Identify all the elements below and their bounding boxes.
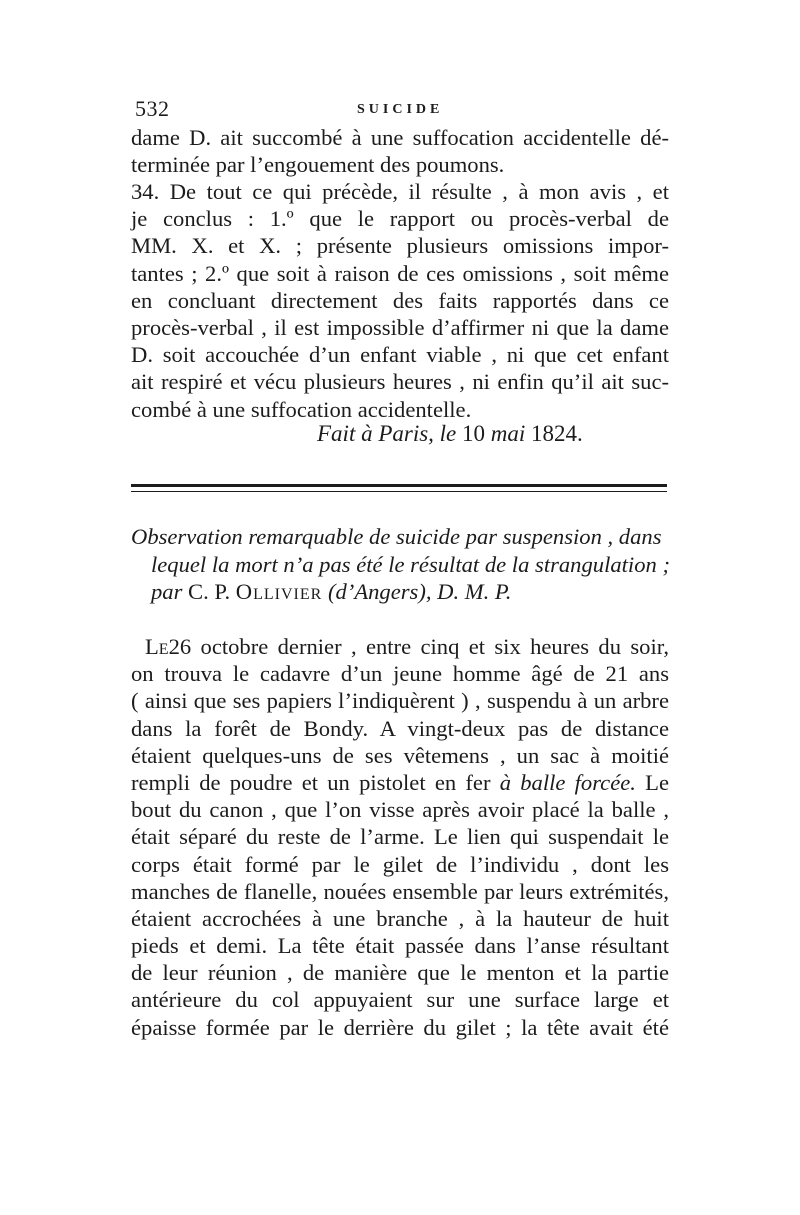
section-divider — [131, 484, 667, 496]
text-line: manches de flanelle, nouées ensemble par leurs extrémités, — [131, 878, 669, 904]
article-title — [131, 523, 669, 606]
paragraph-conclusion — [131, 178, 669, 423]
running-title: SUICIDE — [357, 102, 444, 117]
text-line: procès-verbal , il est impossible d’affirmer ni que la dame — [131, 314, 669, 340]
italic-phrase: à balle forcée. — [499, 769, 636, 795]
signature-line — [317, 421, 583, 447]
page-header — [135, 96, 670, 126]
text-line: de leur réunion , de manière que le menton et la partie — [131, 960, 669, 986]
text-line: dans la forêt de Bondy. A vingt-deux pas de distance — [131, 715, 669, 741]
text-line: pieds et demi. La tête était passée dans l’anse résultant — [131, 933, 669, 959]
text-line: combé à une suffocation accidentelle. — [131, 396, 472, 422]
text-line — [131, 769, 669, 796]
article-title-line: lequel la mort n’a pas été le résultat de la strangulation ; — [151, 551, 670, 577]
text-line: MM. X. et X. ; présente plusieurs omissions impor- — [131, 233, 669, 259]
paragraph-observation — [131, 633, 669, 1041]
text-line: tantes ; 2.º que soit à raison de ces omissions , soit même — [131, 260, 669, 286]
text-line: terminée par l’engouement des poumons. — [131, 152, 505, 178]
signature-day: 10 — [462, 421, 486, 446]
text-line: on trouva le cadavre d’un jeune homme âgé de 21 ans — [131, 661, 669, 687]
opening-word: Le — [145, 634, 169, 659]
text-line: en concluant directement des faits rapportés dans ce — [131, 287, 669, 313]
text-line-start: rempli de poudre et un pistolet en fer — [131, 769, 491, 795]
author-affiliation: (d’Angers), — [327, 579, 432, 604]
text-line: je conclus : 1.º que le rapport ou procès-verbal de — [131, 206, 669, 232]
article-byline — [131, 578, 669, 606]
article-title-line: Observation remarquable de suicide par suspension , dans — [131, 524, 662, 549]
text-line: étaient quelques-uns de ses vêtemens , un sac à moitié — [131, 742, 669, 768]
page-number: 532 — [135, 96, 170, 121]
text-line-end: Le — [645, 769, 669, 795]
text-line: antérieure du col appuyaient sur une surface large et — [131, 987, 669, 1013]
text-line: ait respiré et vécu plusieurs heures , ni enfin qu’il ait suc- — [131, 369, 669, 395]
signature-month: mai — [490, 421, 526, 446]
text-line: dame D. ait succombé à une suffocation accidentelle dé- — [131, 125, 669, 150]
text-line: 34. De tout ce qui précède, il résulte , à mon avis , et — [131, 179, 669, 204]
text-line: corps était formé par le gilet de l’individu , dont les — [131, 851, 669, 877]
text-line-rest: 26 octobre dernier , entre cinq et six heures du soir, — [168, 634, 669, 659]
text-line: bout du canon , que l’on visse après avoir placé la balle , — [131, 797, 669, 823]
author-initials: C. P. — [188, 579, 231, 604]
signature-place: Fait à Paris, le — [317, 421, 457, 446]
text-line — [131, 633, 669, 660]
paragraph-continued — [131, 124, 669, 178]
author-surname: Ollivier — [235, 579, 323, 604]
signature-year: 1824. — [531, 421, 583, 446]
text-line: ( ainsi que ses papiers l’indiquèrent ) , suspendu à un arbre — [131, 688, 669, 714]
text-line: étaient accrochées à une branche , à la hauteur de huit — [131, 905, 669, 931]
text-line: D. soit accouchée d’un enfant viable , ni que cet enfant — [131, 342, 669, 368]
text-line: était séparé du reste de l’arme. Le lien qui suspendait le — [131, 824, 669, 850]
author-degree: D. M. P. — [437, 579, 512, 604]
divider-thick-rule — [131, 484, 667, 487]
divider-thin-rule — [131, 491, 667, 492]
byline-prefix: par — [151, 579, 183, 604]
text-line: épaisse formée par le derrière du gilet ; la tête avait été — [131, 1014, 669, 1040]
